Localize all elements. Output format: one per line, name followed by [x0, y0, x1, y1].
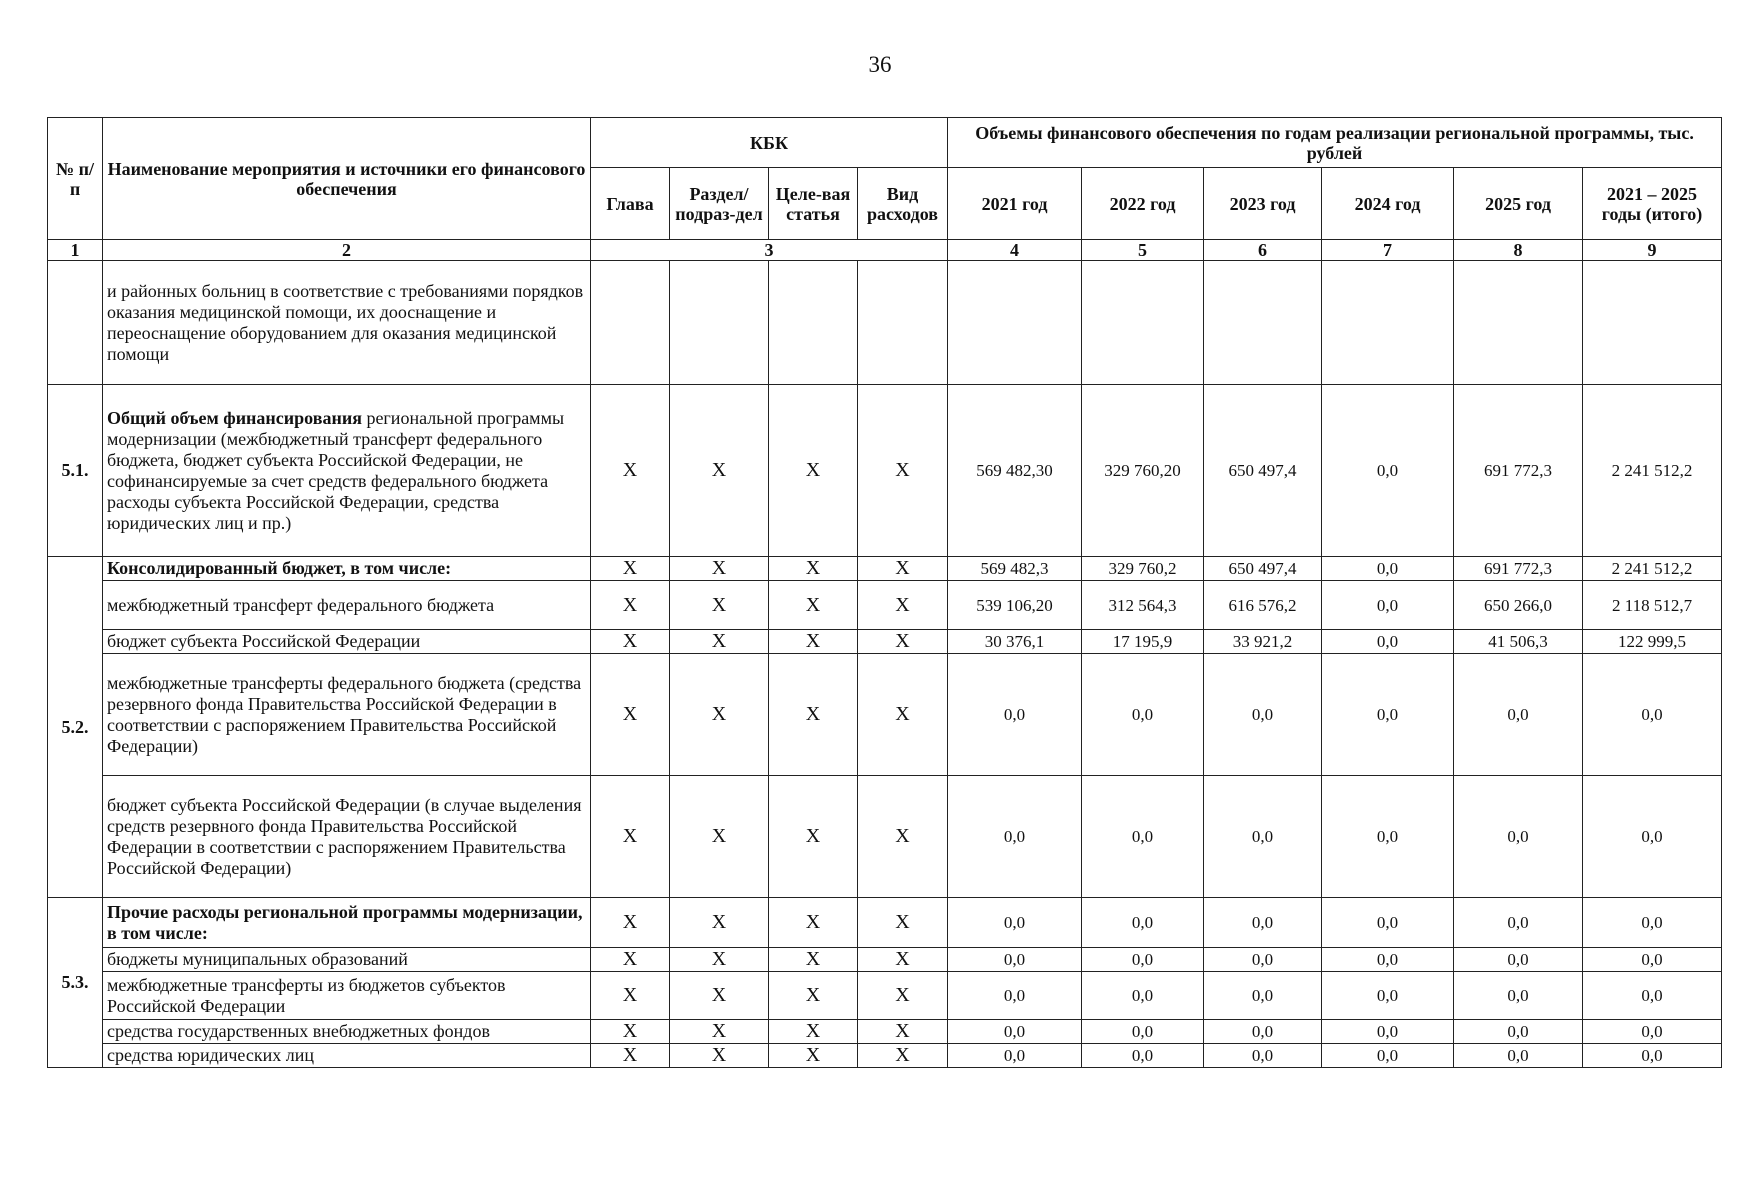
value-cell: 329 760,20 [1082, 385, 1204, 557]
column-index: 8 [1454, 240, 1583, 261]
value-cell: 0,0 [1583, 776, 1722, 898]
kbk-cell: Х [591, 557, 670, 581]
value-cell: 0,0 [1204, 1044, 1322, 1068]
column-index: 2 [103, 240, 591, 261]
value-cell: 0,0 [1454, 898, 1583, 948]
table-row [48, 1020, 1722, 1044]
kbk-cell: Х [858, 385, 948, 557]
value-cell: 539 106,20 [948, 581, 1082, 630]
row-number: 5.3. [48, 898, 103, 1068]
value-cell: 2 241 512,2 [1583, 385, 1722, 557]
kbk-cell: Х [858, 972, 948, 1020]
kbk-cell: Х [670, 654, 769, 776]
kbk-cell: Х [670, 776, 769, 898]
value-cell: 650 497,4 [1204, 557, 1322, 581]
column-index: 7 [1322, 240, 1454, 261]
value-cell: 0,0 [1454, 948, 1583, 972]
table-row [48, 898, 1722, 948]
table-row [48, 1044, 1722, 1068]
kbk-cell: Х [591, 654, 670, 776]
row-name: средства юридических лиц [103, 1044, 591, 1068]
kbk-cell: Х [670, 630, 769, 654]
kbk-cell: Х [858, 1044, 948, 1068]
header-year: 2021 год [948, 168, 1082, 240]
column-index: 5 [1082, 240, 1204, 261]
kbk-cell: Х [858, 557, 948, 581]
value-cell: 41 506,3 [1454, 630, 1583, 654]
value-cell: 0,0 [1454, 972, 1583, 1020]
row-number [48, 261, 103, 385]
row-number: 5.2. [48, 557, 103, 898]
kbk-cell: Х [769, 776, 858, 898]
row-name: Прочие расходы региональной программы модернизации, в том числе: [103, 898, 591, 948]
value-cell: 0,0 [1583, 1020, 1722, 1044]
row-name: бюджет субъекта Российской Федерации (в случае выделения средств резервного фонда Правительства Российской Федерации в соответствии с распоряжением Правительства Российской Федерации) [103, 776, 591, 898]
value-cell: 691 772,3 [1454, 557, 1583, 581]
kbk-cell: Х [769, 1020, 858, 1044]
kbk-cell: Х [670, 581, 769, 630]
row-name: средства государственных внебюджетных фондов [103, 1020, 591, 1044]
value-cell: 17 195,9 [1082, 630, 1204, 654]
value-cell: 0,0 [1204, 898, 1322, 948]
table-row [48, 557, 1722, 581]
header-volumes: Объемы финансового обеспечения по годам реализации региональной программы, тыс. рублей [948, 118, 1722, 168]
value-cell: 0,0 [1322, 581, 1454, 630]
header-name: Наименование мероприятия и источники его финансового обеспечения [103, 118, 591, 240]
value-cell: 0,0 [1322, 557, 1454, 581]
value-cell: 0,0 [1583, 972, 1722, 1020]
header-kbk: КБК [591, 118, 948, 168]
kbk-cell: Х [591, 581, 670, 630]
value-cell: 0,0 [948, 654, 1082, 776]
column-index-row [48, 240, 1722, 261]
value-cell: 0,0 [1322, 948, 1454, 972]
value-cell: 0,0 [1322, 898, 1454, 948]
kbk-cell: Х [591, 948, 670, 972]
kbk-cell: Х [591, 1044, 670, 1068]
value-cell: 0,0 [1082, 948, 1204, 972]
table-row [48, 972, 1722, 1020]
value-cell: 0,0 [1322, 630, 1454, 654]
header-kbk-section: Раздел/ подраз-дел [670, 168, 769, 240]
value-cell: 0,0 [1322, 1044, 1454, 1068]
value-cell: 30 376,1 [948, 630, 1082, 654]
kbk-cell: Х [769, 948, 858, 972]
value-cell: 0,0 [948, 898, 1082, 948]
kbk-cell: Х [769, 557, 858, 581]
kbk-cell: Х [858, 654, 948, 776]
value-cell: 0,0 [1322, 972, 1454, 1020]
value-cell: 329 760,2 [1082, 557, 1204, 581]
value-cell: 0,0 [1583, 654, 1722, 776]
value-cell: 0,0 [948, 776, 1082, 898]
kbk-cell: Х [591, 385, 670, 557]
value-cell: 0,0 [948, 948, 1082, 972]
table-row [48, 261, 1722, 385]
kbk-cell: Х [670, 1044, 769, 1068]
row-name: межбюджетные трансферты федерального бюджета (средства резервного фонда Правительства Российской Федерации в соответствии с распоряжением Правительства Российской Федерации) [103, 654, 591, 776]
column-index: 3 [591, 240, 948, 261]
header-no: № п/п [48, 118, 103, 240]
kbk-cell: Х [670, 557, 769, 581]
value-cell: 0,0 [1583, 898, 1722, 948]
kbk-cell: Х [769, 1044, 858, 1068]
value-cell: 0,0 [1583, 1044, 1722, 1068]
value-cell: 0,0 [1583, 948, 1722, 972]
table-row [48, 630, 1722, 654]
value-cell: 0,0 [1322, 1020, 1454, 1044]
value-cell: 0,0 [1204, 654, 1322, 776]
header-kbk-chapter: Глава [591, 168, 670, 240]
kbk-cell: Х [591, 1020, 670, 1044]
value-cell: 2 118 512,7 [1583, 581, 1722, 630]
value-cell: 569 482,3 [948, 557, 1082, 581]
kbk-cell: Х [858, 1020, 948, 1044]
header-year: 2023 год [1204, 168, 1322, 240]
row-name: бюджеты муниципальных образований [103, 948, 591, 972]
kbk-cell: Х [769, 385, 858, 557]
column-index: 4 [948, 240, 1082, 261]
table-row [48, 948, 1722, 972]
value-cell: 0,0 [1322, 385, 1454, 557]
header-kbk-expense-type: Вид расходов [858, 168, 948, 240]
value-cell: 0,0 [948, 1020, 1082, 1044]
kbk-cell: Х [858, 776, 948, 898]
value-cell: 0,0 [1082, 1044, 1204, 1068]
value-cell: 691 772,3 [1454, 385, 1583, 557]
value-cell: 0,0 [1082, 1020, 1204, 1044]
column-index: 1 [48, 240, 103, 261]
value-cell: 569 482,30 [948, 385, 1082, 557]
value-cell: 0,0 [1454, 1044, 1583, 1068]
table-row [48, 654, 1722, 776]
kbk-cell: Х [670, 898, 769, 948]
value-cell: 312 564,3 [1082, 581, 1204, 630]
kbk-cell: Х [858, 948, 948, 972]
value-cell: 122 999,5 [1583, 630, 1722, 654]
column-index: 9 [1583, 240, 1722, 261]
row-number: 5.1. [48, 385, 103, 557]
table-row [48, 776, 1722, 898]
kbk-cell: Х [670, 948, 769, 972]
header-year: 2024 год [1322, 168, 1454, 240]
kbk-cell: Х [670, 385, 769, 557]
row-name-bold: Общий объем финансирования [107, 407, 362, 428]
header-year: 2025 год [1454, 168, 1583, 240]
row-name-rest: региональной программы модернизации (межбюджетный трансферт федерального бюджета, бюджет субъекта Российской Федерации, не софинансируемые за счет средств федерального бюджета расходы субъекта Российской Федерации, средства юридических лиц и пр.) [107, 407, 565, 533]
value-cell: 0,0 [948, 1044, 1082, 1068]
kbk-cell: Х [591, 972, 670, 1020]
kbk-cell: Х [670, 972, 769, 1020]
value-cell: 0,0 [1204, 948, 1322, 972]
value-cell: 0,0 [1082, 654, 1204, 776]
value-cell: 0,0 [1454, 1020, 1583, 1044]
kbk-cell: Х [769, 898, 858, 948]
value-cell: 0,0 [1204, 1020, 1322, 1044]
value-cell: 0,0 [1454, 776, 1583, 898]
kbk-cell: Х [670, 1020, 769, 1044]
kbk-cell: Х [769, 630, 858, 654]
value-cell: 650 497,4 [1204, 385, 1322, 557]
kbk-cell: Х [858, 898, 948, 948]
value-cell: 0,0 [1322, 776, 1454, 898]
value-cell: 0,0 [1082, 898, 1204, 948]
row-name: межбюджетные трансферты из бюджетов субъектов Российской Федерации [103, 972, 591, 1020]
kbk-cell: Х [858, 581, 948, 630]
value-cell: 2 241 512,2 [1583, 557, 1722, 581]
value-cell: 616 576,2 [1204, 581, 1322, 630]
value-cell: 650 266,0 [1454, 581, 1583, 630]
value-cell: 0,0 [1082, 972, 1204, 1020]
value-cell: 33 921,2 [1204, 630, 1322, 654]
header-total: 2021 – 2025 годы (итого) [1583, 168, 1722, 240]
kbk-cell: Х [858, 630, 948, 654]
row-name: межбюджетный трансферт федерального бюджета [103, 581, 591, 630]
table-row [48, 581, 1722, 630]
value-cell: 0,0 [1322, 654, 1454, 776]
kbk-cell: Х [769, 972, 858, 1020]
value-cell: 0,0 [948, 972, 1082, 1020]
row-name: бюджет субъекта Российской Федерации [103, 630, 591, 654]
row-name [103, 385, 591, 557]
value-cell: 0,0 [1454, 654, 1583, 776]
page-number: 36 [868, 52, 892, 77]
kbk-cell: Х [769, 654, 858, 776]
financing-table [47, 117, 1722, 1068]
value-cell: 0,0 [1082, 776, 1204, 898]
kbk-cell: Х [591, 898, 670, 948]
value-cell: 0,0 [1204, 972, 1322, 1020]
row-name: и районных больниц в соответствие с требованиями порядков оказания медицинской помощи, их дооснащение и переоснащение оборудованием для оказания медицинской помощи [103, 261, 591, 385]
value-cell: 0,0 [1204, 776, 1322, 898]
column-index: 6 [1204, 240, 1322, 261]
header-year: 2022 год [1082, 168, 1204, 240]
row-name: Консолидированный бюджет, в том числе: [103, 557, 591, 581]
kbk-cell: Х [591, 630, 670, 654]
header-kbk-article: Целе-вая статья [769, 168, 858, 240]
kbk-cell: Х [769, 581, 858, 630]
kbk-cell: Х [591, 776, 670, 898]
table-row [48, 385, 1722, 557]
